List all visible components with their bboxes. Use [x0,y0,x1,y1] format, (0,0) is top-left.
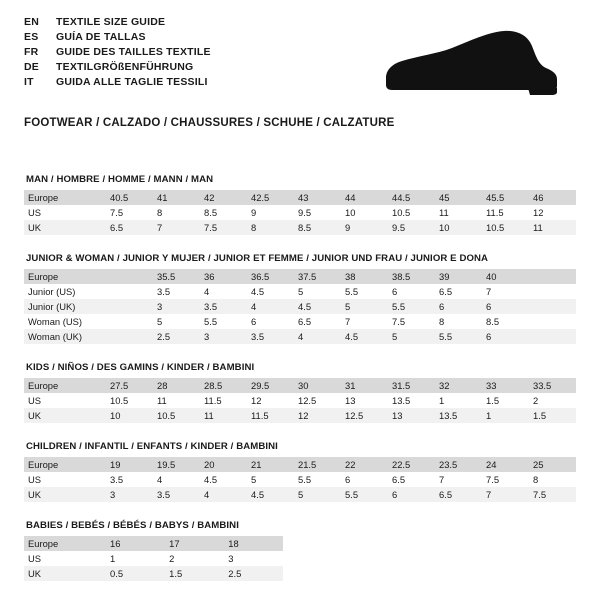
size-cell: 8.5 [294,220,341,235]
size-cell [529,269,576,284]
size-cell: 32 [435,378,482,393]
row-label: US [24,205,106,220]
size-section [24,441,576,502]
size-section-title: JUNIOR & WOMAN / JUNIOR Y MUJER / JUNIOR ET FEMME / JUNIOR UND FRAU / JUNIOR E DONA [26,253,489,264]
size-cell: 19.5 [153,457,200,472]
size-cell: 3.5 [247,329,294,344]
size-cell: 13 [341,393,388,408]
row-label: UK [24,566,106,581]
size-cell: 9 [341,220,388,235]
size-cell: 6.5 [388,472,435,487]
size-cell: 5 [341,299,388,314]
size-cell: 8 [435,314,482,329]
size-table [24,457,576,502]
size-cell: 12 [247,393,294,408]
size-cell: 7 [341,314,388,329]
size-cell: 42 [200,190,247,205]
size-cell: 2.5 [153,329,200,344]
size-cell: 5 [247,472,294,487]
size-cell: 6.5 [435,284,482,299]
size-cell: 46 [529,190,576,205]
table-row [24,269,576,284]
table-row [24,472,576,487]
size-cell: 29.5 [247,378,294,393]
size-cell: 10 [341,205,388,220]
size-section-title: BABIES / BEBÉS / BÉBÉS / BABYS / BAMBINI [26,520,239,531]
size-cell: 10.5 [106,393,153,408]
size-cell: 4.5 [200,472,247,487]
size-cell: 5 [153,314,200,329]
size-cell: 12.5 [341,408,388,423]
size-cell: 12.5 [294,393,341,408]
language-title-list [24,16,211,88]
language-code: FR [24,46,39,58]
language-title: GUÍA DE TALLAS [56,31,146,43]
size-section-title: KIDS / NIÑOS / DES GAMINS / KINDER / BAMBINI [26,362,255,373]
size-cell [529,299,576,314]
size-cell: 9.5 [388,220,435,235]
size-cell: 8 [247,220,294,235]
table-row [24,299,576,314]
table-row [24,566,283,581]
size-cell: 9 [247,205,294,220]
size-cell: 7.5 [482,472,529,487]
size-cell: 40 [482,269,529,284]
size-cell: 28 [153,378,200,393]
size-cell: 16 [106,536,165,551]
size-cell: 3 [153,299,200,314]
size-cell: 2.5 [224,566,283,581]
size-table [24,190,576,235]
size-cell [529,329,576,344]
row-label: UK [24,487,106,502]
size-cell: 4.5 [294,299,341,314]
size-cell: 5 [294,487,341,502]
size-cell: 7.5 [106,205,153,220]
size-cell [106,329,153,344]
size-cell: 44.5 [388,190,435,205]
table-row [24,408,576,423]
language-code: IT [24,76,34,88]
row-label: Europe [24,536,106,551]
row-label: Europe [24,190,106,205]
row-label: Woman (US) [24,314,106,329]
size-tables-container [24,174,576,581]
size-cell: 5.5 [200,314,247,329]
size-cell: 4.5 [341,329,388,344]
size-cell: 1.5 [482,393,529,408]
row-label: US [24,472,106,487]
size-cell: 20 [200,457,247,472]
size-cell [106,299,153,314]
size-cell: 40.5 [106,190,153,205]
size-cell: 31.5 [388,378,435,393]
row-label: Europe [24,457,106,472]
size-cell: 8.5 [200,205,247,220]
size-cell: 45 [435,190,482,205]
size-section [24,174,576,235]
size-section-title: CHILDREN / INFANTIL / ENFANTS / KINDER / BAMBINI [26,441,278,452]
size-cell: 11.5 [247,408,294,423]
table-row [24,393,576,408]
row-label: Europe [24,378,106,393]
size-cell [106,269,153,284]
size-cell: 6 [388,284,435,299]
size-cell: 42.5 [247,190,294,205]
size-cell: 9.5 [294,205,341,220]
size-cell: 11.5 [482,205,529,220]
table-row [24,284,576,299]
size-cell: 4 [247,299,294,314]
row-label: Junior (US) [24,284,106,299]
size-cell: 36 [200,269,247,284]
size-cell: 1 [435,393,482,408]
table-row [24,314,576,329]
size-cell: 13.5 [435,408,482,423]
row-label: Junior (UK) [24,299,106,314]
row-label: UK [24,220,106,235]
size-cell: 10.5 [482,220,529,235]
size-cell: 4 [200,487,247,502]
table-row [24,190,576,205]
size-cell: 10 [106,408,153,423]
size-cell: 6 [482,329,529,344]
size-cell: 4 [200,284,247,299]
size-cell: 5.5 [341,284,388,299]
language-title: GUIDA ALLE TAGLIE TESSILI [56,76,208,88]
size-cell: 12 [294,408,341,423]
size-cell: 2 [165,551,224,566]
size-cell: 33 [482,378,529,393]
size-cell: 43 [294,190,341,205]
size-cell: 25 [529,457,576,472]
size-cell: 24 [482,457,529,472]
table-row [24,551,283,566]
size-cell: 10.5 [388,205,435,220]
size-cell: 41 [153,190,200,205]
size-cell: 7.5 [529,487,576,502]
size-cell: 13 [388,408,435,423]
size-cell: 7 [435,472,482,487]
category-heading: FOOTWEAR / CALZADO / CHAUSSURES / SCHUHE / CALZATURE [24,117,395,129]
size-cell: 3 [200,329,247,344]
size-cell: 6 [341,472,388,487]
size-cell: 33.5 [529,378,576,393]
table-row [24,220,576,235]
language-title: GUIDE DES TAILLES TEXTILE [56,46,211,58]
size-cell: 6.5 [435,487,482,502]
table-row [24,378,576,393]
size-cell: 11 [153,393,200,408]
size-cell: 17 [165,536,224,551]
size-cell: 11 [529,220,576,235]
size-cell: 1.5 [529,408,576,423]
row-label: Europe [24,269,106,284]
size-cell: 11 [200,408,247,423]
table-row [24,205,576,220]
size-cell: 23.5 [435,457,482,472]
size-cell: 3 [224,551,283,566]
size-cell: 35.5 [153,269,200,284]
size-section [24,362,576,423]
dress-shoe-icon [378,30,558,101]
language-title: TEXTILGRÖßENFÜHRUNG [56,61,194,73]
size-cell: 4 [153,472,200,487]
size-cell: 7 [482,487,529,502]
size-cell: 22 [341,457,388,472]
size-cell [106,284,153,299]
size-cell: 7.5 [388,314,435,329]
size-cell: 6.5 [294,314,341,329]
size-cell: 37.5 [294,269,341,284]
size-cell: 27.5 [106,378,153,393]
size-cell: 7.5 [200,220,247,235]
size-cell: 6 [482,299,529,314]
size-cell: 0.5 [106,566,165,581]
table-row [24,329,576,344]
size-cell: 5.5 [435,329,482,344]
language-code: EN [24,16,39,28]
size-cell: 19 [106,457,153,472]
size-cell: 3.5 [106,472,153,487]
row-label: UK [24,408,106,423]
size-cell: 8 [153,205,200,220]
size-cell: 11.5 [200,393,247,408]
size-cell: 3.5 [153,487,200,502]
size-cell: 4.5 [247,487,294,502]
size-cell: 44 [341,190,388,205]
size-cell: 5.5 [341,487,388,502]
size-cell: 7 [153,220,200,235]
size-cell: 2 [529,393,576,408]
size-cell: 5.5 [388,299,435,314]
table-row [24,457,576,472]
language-code: DE [24,61,39,73]
size-table [24,378,576,423]
size-cell: 3 [106,487,153,502]
size-table [24,269,576,344]
size-cell: 1 [106,551,165,566]
size-cell: 10 [435,220,482,235]
row-label: US [24,551,106,566]
size-cell: 21 [247,457,294,472]
size-cell: 6 [388,487,435,502]
language-title: TEXTILE SIZE GUIDE [56,16,166,28]
size-cell: 6 [435,299,482,314]
size-cell: 31 [341,378,388,393]
size-cell: 38.5 [388,269,435,284]
size-cell: 18 [224,536,283,551]
size-cell: 1.5 [165,566,224,581]
size-cell: 4.5 [247,284,294,299]
size-cell: 11 [435,205,482,220]
size-cell: 6 [247,314,294,329]
size-cell: 5.5 [294,472,341,487]
table-row [24,536,283,551]
size-cell: 10.5 [153,408,200,423]
size-cell: 36.5 [247,269,294,284]
size-cell: 12 [529,205,576,220]
size-section [24,253,576,344]
page-header [24,16,576,101]
size-cell: 30 [294,378,341,393]
size-cell: 22.5 [388,457,435,472]
size-section [24,520,576,581]
table-row [24,487,576,502]
size-section-title: MAN / HOMBRE / HOMME / MANN / MAN [26,174,214,185]
size-cell: 8.5 [482,314,529,329]
row-label: US [24,393,106,408]
size-cell: 3.5 [153,284,200,299]
language-code: ES [24,31,39,43]
size-cell: 4 [294,329,341,344]
size-cell: 5 [388,329,435,344]
size-cell [106,314,153,329]
size-cell: 1 [482,408,529,423]
size-cell: 7 [482,284,529,299]
size-cell: 21.5 [294,457,341,472]
size-cell: 5 [294,284,341,299]
size-cell [529,314,576,329]
size-cell: 3.5 [200,299,247,314]
size-cell: 8 [529,472,576,487]
size-cell: 45.5 [482,190,529,205]
size-table [24,536,283,581]
size-cell: 38 [341,269,388,284]
row-label: Woman (UK) [24,329,106,344]
size-cell: 28.5 [200,378,247,393]
size-cell: 6.5 [106,220,153,235]
size-cell [529,284,576,299]
size-cell: 13.5 [388,393,435,408]
size-cell: 39 [435,269,482,284]
